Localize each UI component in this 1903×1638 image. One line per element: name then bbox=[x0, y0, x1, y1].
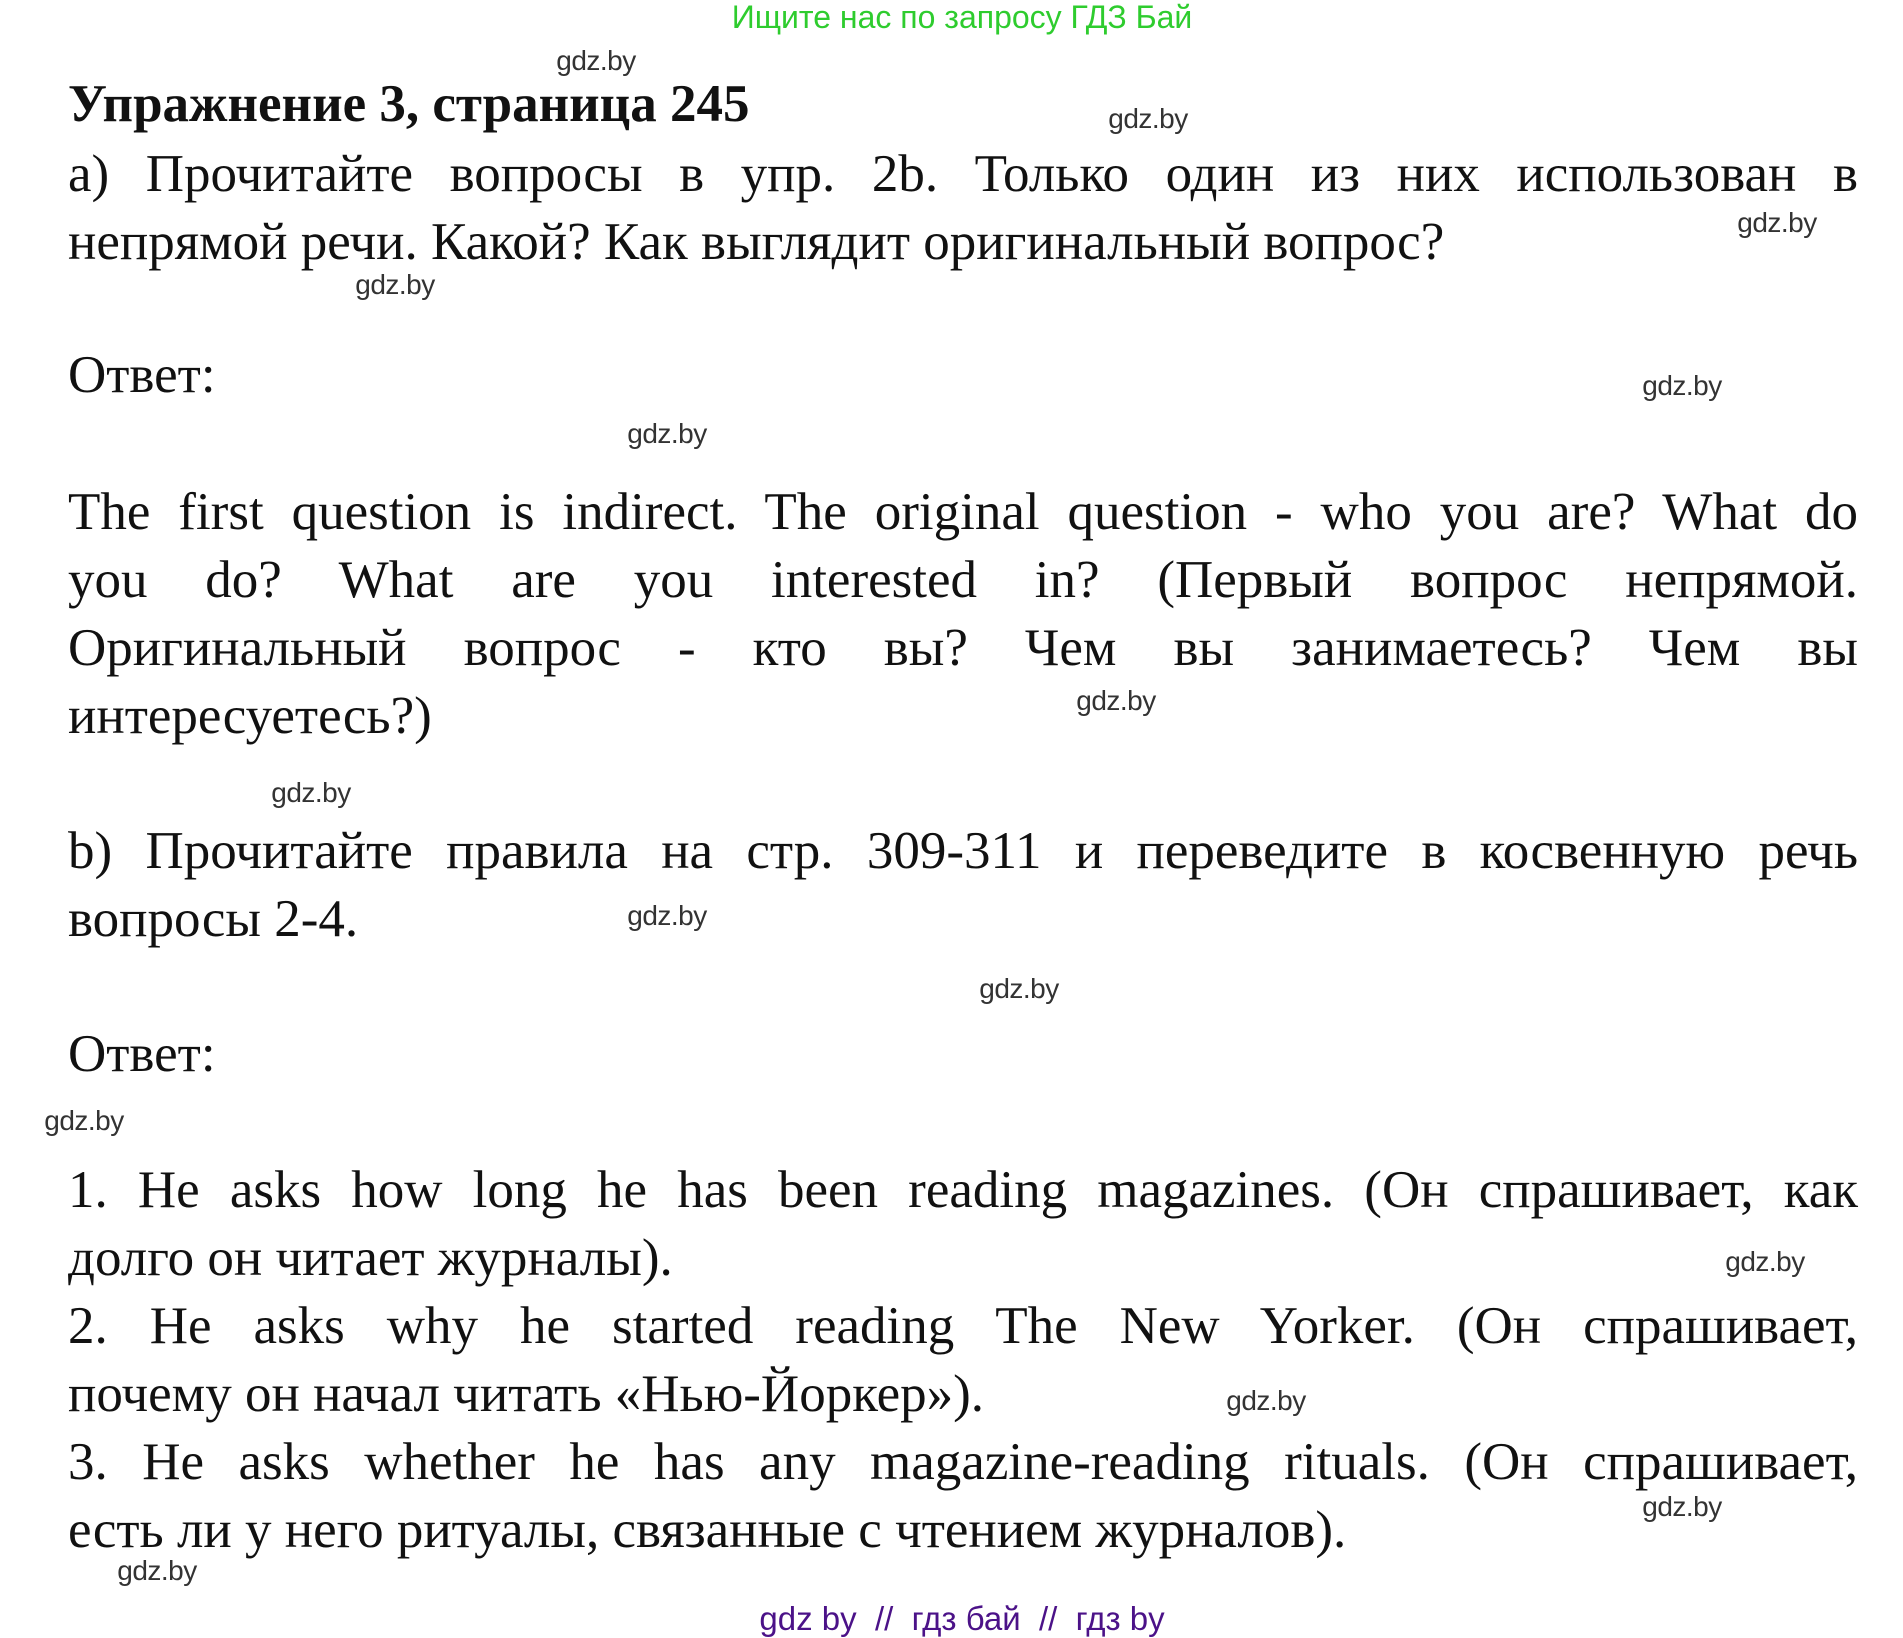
watermark: gdz.by bbox=[271, 777, 351, 808]
task-b-line: вопросы 2-4. bbox=[68, 890, 359, 948]
answer-b-line: 2. He asks why he started reading The New Yorker. (Он спрашивает, bbox=[68, 1297, 1858, 1355]
task-a-line: непрямой речи. Какой? Как выглядит оригинальный вопрос? bbox=[68, 213, 1445, 271]
footer-links: gdz by // гдз бай // гдз by bbox=[759, 1600, 1165, 1637]
watermark: gdz.by bbox=[1737, 207, 1817, 238]
answer-a-line: интересуетесь?) bbox=[68, 687, 432, 745]
watermark: gdz.by bbox=[355, 269, 435, 300]
watermark: gdz.by bbox=[1076, 685, 1156, 716]
watermark: gdz.by bbox=[1226, 1385, 1306, 1416]
watermark: gdz.by bbox=[1642, 1491, 1722, 1522]
answer-a-line: Оригинальный вопрос - кто вы? Чем вы занимаетесь? Чем вы bbox=[68, 619, 1858, 677]
answer-a-line: you do? What are you interested in? (Первый вопрос непрямой. bbox=[68, 551, 1858, 609]
task-a-line: а) Прочитайте вопросы в упр. 2b. Только один из них использован в bbox=[68, 145, 1858, 203]
page-title: Упражнение 3, страница 245 bbox=[68, 75, 750, 133]
watermark: gdz.by bbox=[44, 1105, 124, 1136]
watermark: gdz.by bbox=[556, 45, 636, 76]
answer-label: Ответ: bbox=[68, 346, 216, 404]
answer-label: Ответ: bbox=[68, 1025, 216, 1083]
watermark: gdz.by bbox=[979, 973, 1059, 1004]
watermark: gdz.by bbox=[1642, 370, 1722, 401]
watermark: gdz.by bbox=[627, 418, 707, 449]
answer-a-line: The first question is indirect. The original question - who you are? What do bbox=[68, 483, 1858, 541]
task-b-line: b) Прочитайте правила на стр. 309-311 и переведите в косвенную речь bbox=[68, 822, 1858, 880]
search-banner: Ищите нас по запросу ГДЗ Бай bbox=[731, 0, 1193, 35]
watermark: gdz.by bbox=[627, 900, 707, 931]
answer-b-line: 1. He asks how long he has been reading magazines. (Он спрашивает, как bbox=[68, 1161, 1858, 1219]
answer-b-line: долго он читает журналы). bbox=[68, 1229, 673, 1287]
watermark: gdz.by bbox=[1108, 103, 1188, 134]
answer-b-line: почему он начал читать «Нью-Йоркер»). bbox=[68, 1365, 985, 1423]
watermark: gdz.by bbox=[117, 1555, 197, 1586]
watermark: gdz.by bbox=[1725, 1246, 1805, 1277]
answer-b-line: есть ли у него ритуалы, связанные с чтением журналов). bbox=[68, 1501, 1347, 1559]
answer-b-line: 3. He asks whether he has any magazine-reading rituals. (Он спрашивает, bbox=[68, 1433, 1858, 1491]
